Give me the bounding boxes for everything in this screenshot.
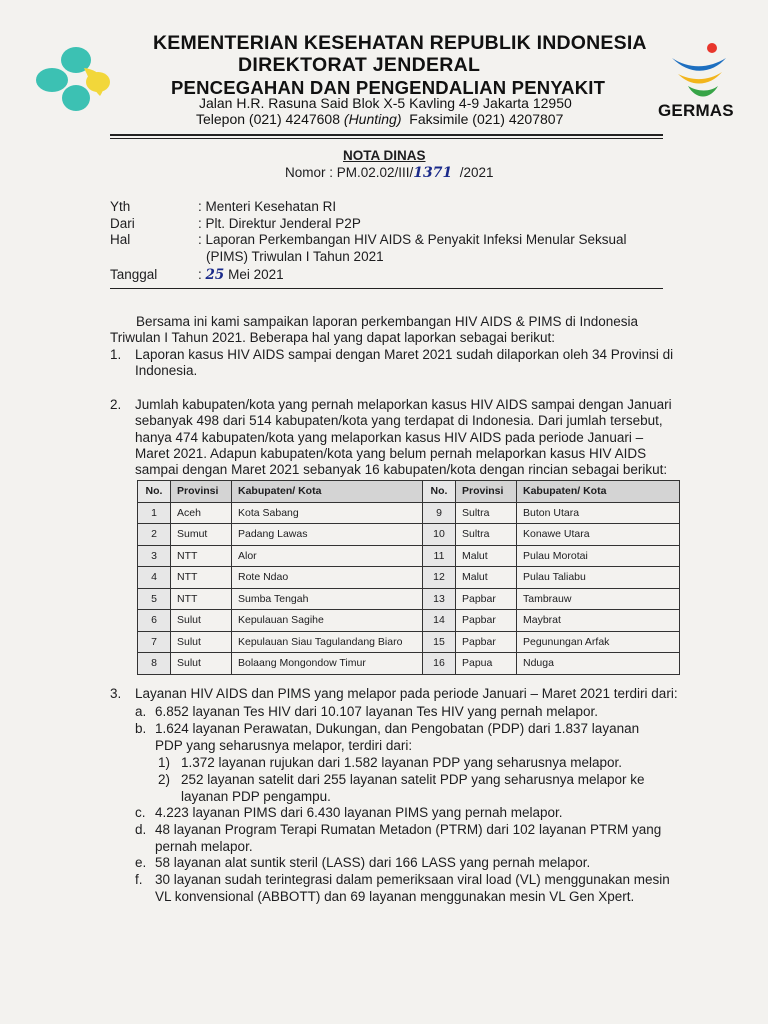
- cell-provinsi: Papbar: [456, 588, 517, 610]
- cell-no: 11: [423, 545, 456, 567]
- kemenkes-logo-icon: [28, 40, 118, 116]
- cell-provinsi: Sulut: [171, 610, 232, 632]
- item-3f-line-1: 30 layanan sudah terintegrasi dalam pemeriksaan viral load (VL) menggunakan mesin: [155, 872, 670, 887]
- cell-kabupaten: Konawe Utara: [517, 524, 680, 546]
- item-3b-sub1-text: 1.372 layanan rujukan dari 1.582 layanan PDP yang seharusnya melapor.: [181, 755, 623, 770]
- cell-kabupaten: Sumba Tengah: [232, 588, 423, 610]
- cell-no: 13: [423, 588, 456, 610]
- dari-label: Dari: [110, 215, 135, 231]
- table-row: [138, 631, 680, 653]
- cell-kabupaten: Tambrauw: [517, 588, 680, 610]
- cell-no: 16: [423, 653, 456, 675]
- cell-provinsi: Sultra: [456, 502, 517, 524]
- item-2-line-4: Maret 2021. Adapun kabupaten/kota yang belum pernah melaporkan kasus HIV AIDS: [135, 446, 647, 461]
- tanggal-value: : 25 Mei 2021: [198, 267, 284, 283]
- handwritten-number: 1371: [413, 165, 453, 181]
- cell-kabupaten: Buton Utara: [517, 502, 680, 524]
- cell-provinsi: NTT: [171, 545, 232, 567]
- cell-provinsi: Sulut: [171, 653, 232, 675]
- cell-no: 3: [138, 545, 171, 567]
- yth-value: : Menteri Kesehatan RI: [198, 199, 337, 214]
- cell-provinsi: Malut: [456, 567, 517, 589]
- table-row: [138, 588, 680, 610]
- cell-kabupaten: Pegunungan Arfak: [517, 631, 680, 653]
- col-provinsi-1: Provinsi: [171, 481, 232, 503]
- cell-no: 12: [423, 567, 456, 589]
- cell-provinsi: Papua: [456, 653, 517, 675]
- cell-no: 1: [138, 502, 171, 524]
- item-3c-text: 4.223 layanan PIMS dari 6.430 layanan PIMS yang pernah melapor.: [155, 805, 563, 820]
- item-3b-sub2-marker: 2): [158, 772, 171, 787]
- fields-divider: [110, 288, 663, 289]
- cell-provinsi: Malut: [456, 545, 517, 567]
- item-3a-marker: a.: [135, 704, 147, 719]
- tanggal-label: Tanggal: [110, 267, 158, 282]
- cell-no: 6: [138, 610, 171, 632]
- item-1-line-1: Laporan kasus HIV AIDS sampai dengan Maret 2021 sudah dilaporkan oleh 34 Provinsi di: [135, 347, 674, 362]
- item-3-line-1: Layanan HIV AIDS dan PIMS yang melapor pada periode Januari – Maret 2021 terdiri dari:: [135, 686, 678, 701]
- item-3a-text: 6.852 layanan Tes HIV dari 10.107 layanan Tes HIV yang pernah melapor.: [155, 704, 599, 719]
- handwritten-day: 25: [205, 267, 225, 283]
- directorate-division: PENCEGAHAN DAN PENGENDALIAN PENYAKIT: [171, 77, 606, 98]
- item-3b-line-1: 1.624 layanan Perawatan, Dukungan, dan Pengobatan (PDP) dari 1.837 layanan: [155, 721, 640, 736]
- cell-no: 8: [138, 653, 171, 675]
- item-3e-text: 58 layanan alat suntik steril (LASS) dari 166 LASS yang pernah melapor.: [155, 855, 591, 870]
- item-3c-marker: c.: [135, 805, 146, 820]
- phone-line: Telepon (021) 4247608 (Hunting) Faksimile (021) 4207807: [196, 111, 564, 127]
- item-3b-marker: b.: [135, 721, 147, 736]
- item-3-number: 3.: [110, 686, 122, 701]
- cell-no: 5: [138, 588, 171, 610]
- intro-line-1: Bersama ini kami sampaikan laporan perkembangan HIV AIDS & PIMS di Indonesia: [136, 314, 639, 329]
- cell-no: 9: [423, 502, 456, 524]
- item-2-line-2: sebanyak 498 dari 514 kabupaten/kota yang terdapat di Indonesia. Dari jumlah tersebut,: [135, 413, 663, 428]
- dari-value: : Plt. Direktur Jenderal P2P: [198, 215, 361, 231]
- item-2-line-3: hanya 474 kabupaten/kota yang melaporkan kasus HIV AIDS pada periode Januari –: [135, 430, 644, 445]
- cell-kabupaten: Kepulauan Sagihe: [232, 610, 423, 632]
- item-1-line-2: Indonesia.: [135, 363, 198, 378]
- cell-kabupaten: Kota Sabang: [232, 502, 423, 524]
- cell-kabupaten: Padang Lawas: [232, 524, 423, 546]
- item-3b-sub2-line-1: 252 layanan satelit dari 255 layanan satelit PDP yang seharusnya melapor ke: [181, 772, 645, 787]
- table-header-row: [138, 481, 680, 503]
- item-2-number: 2.: [110, 397, 122, 412]
- col-provinsi-2: Provinsi: [456, 481, 517, 503]
- cell-provinsi: NTT: [171, 588, 232, 610]
- item-3f-line-2: VL konvensional (ABBOTT) dan 69 layanan menggunakan mesin VL Gen Xpert.: [155, 889, 635, 904]
- cell-no: 14: [423, 610, 456, 632]
- memo-number: Nomor : PM.02.02/III/1371 /2021: [285, 165, 494, 181]
- hal-label: Hal: [110, 232, 131, 247]
- item-3d-marker: d.: [135, 822, 147, 837]
- cell-kabupaten: Alor: [232, 545, 423, 567]
- cell-provinsi: NTT: [171, 567, 232, 589]
- cell-no: 15: [423, 631, 456, 653]
- cell-provinsi: Sultra: [456, 524, 517, 546]
- cell-no: 10: [423, 524, 456, 546]
- hal-value: : Laporan Perkembangan HIV AIDS & Penyakit Infeksi Menular Seksual: [198, 232, 627, 247]
- germas-label: GERMAS: [658, 101, 734, 120]
- hal-value-cont: (PIMS) Triwulan I Tahun 2021: [206, 248, 384, 264]
- cell-provinsi: Papbar: [456, 610, 517, 632]
- memo-title: NOTA DINAS: [343, 148, 426, 163]
- item-3b-line-2: PDP yang seharusnya melapor, terdiri dari:: [155, 738, 413, 753]
- cell-kabupaten: Nduga: [517, 653, 680, 675]
- cell-no: 4: [138, 567, 171, 589]
- address-line: Jalan H.R. Rasuna Said Blok X-5 Kavling 4-9 Jakarta 12950: [199, 95, 572, 111]
- col-kabupaten-1: Kabupaten/ Kota: [232, 481, 423, 503]
- cell-kabupaten: Pulau Morotai: [517, 545, 680, 567]
- cell-kabupaten: Maybrat: [517, 610, 680, 632]
- cell-kabupaten: Kepulauan Siau Tagulandang Biaro: [232, 631, 423, 653]
- item-3f-marker: f.: [135, 872, 143, 887]
- table-row: [138, 545, 680, 567]
- item-3b-sub1-marker: 1): [158, 755, 171, 770]
- intro-line-2: Triwulan I Tahun 2021. Beberapa hal yang dapat laporkan sebagai berikut:: [110, 330, 556, 345]
- table-row: [138, 653, 680, 675]
- item-1-number: 1.: [110, 347, 122, 362]
- cell-no: 7: [138, 631, 171, 653]
- unreported-districts-table: [137, 480, 680, 675]
- cell-kabupaten: Pulau Taliabu: [517, 567, 680, 589]
- item-3e-marker: e.: [135, 855, 147, 870]
- cell-provinsi: Aceh: [171, 502, 232, 524]
- cell-provinsi: Sulut: [171, 631, 232, 653]
- item-2-line-1: Jumlah kabupaten/kota yang pernah melaporkan kasus HIV AIDS sampai dengan Januari: [135, 397, 672, 412]
- item-3d-line-2: pernah melapor.: [155, 839, 253, 854]
- directorate-general: DIREKTORAT JENDERAL: [238, 54, 481, 76]
- cell-provinsi: Sumut: [171, 524, 232, 546]
- ministry-name: KEMENTERIAN KESEHATAN REPUBLIK INDONESIA: [153, 32, 647, 54]
- item-2-line-5: sampai dengan Maret 2021 sebanyak 16 kabupaten/kota dengan rincian sebagai berikut:: [135, 462, 668, 477]
- cell-no: 2: [138, 524, 171, 546]
- table-row: [138, 524, 680, 546]
- item-3b-sub2-line-2: layanan PDP pengampu.: [181, 789, 331, 804]
- cell-kabupaten: Bolaang Mongondow Timur: [232, 653, 423, 675]
- yth-label: Yth: [110, 199, 131, 214]
- table-row: [138, 567, 680, 589]
- col-kabupaten-2: Kabupaten/ Kota: [517, 481, 680, 503]
- cell-provinsi: Papbar: [456, 631, 517, 653]
- item-3d-line-1: 48 layanan Program Terapi Rumatan Metadon (PTRM) dari 102 layanan PTRM yang: [155, 822, 662, 837]
- cell-kabupaten: Rote Ndao: [232, 567, 423, 589]
- col-no-2: No.: [423, 481, 456, 503]
- table-row: [138, 502, 680, 524]
- table-row: [138, 610, 680, 632]
- col-no-1: No.: [138, 481, 171, 503]
- header-divider: [110, 134, 663, 139]
